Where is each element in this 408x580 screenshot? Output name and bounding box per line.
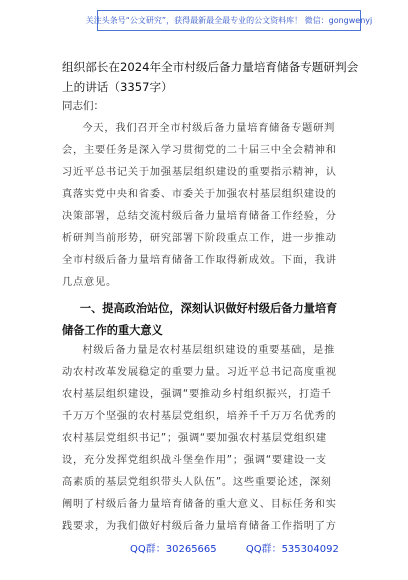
section-1-line: 动农村改革发展稳定的重要力量。习近平总书记高度重视 bbox=[62, 367, 337, 378]
salutation: 同志们： bbox=[62, 100, 104, 112]
section-1-heading-line-2: 储备工作的重大意义 bbox=[62, 324, 163, 337]
section-1-line: 农村基层组织建设，强调“要推动乡村组织振兴，打造千 bbox=[62, 389, 332, 400]
footer-qq-group-1: QQ群：30265665 bbox=[130, 544, 217, 555]
document-title-line-2: 上的讲话（3357字） bbox=[62, 80, 173, 94]
intro-line: 几点意见。 bbox=[62, 277, 117, 288]
section-1-line: 村级后备力量是农村基层组织建设的重要基础，是推 bbox=[82, 345, 336, 356]
intro-line: 决策部署，总结交流村级后备力量培育储备工作经验，分 bbox=[62, 211, 337, 222]
section-1-line: 阐明了村级后备力量培育储备的重大意义、目标任务和实 bbox=[62, 499, 337, 510]
section-1-line: 高素质的基层党组织带头人队伍”。这些重要论述，深刻 bbox=[62, 477, 332, 488]
document-title bbox=[62, 57, 362, 97]
section-1-line: 践要求，为我们做好村级后备力量培育储备工作指明了方 bbox=[62, 521, 337, 532]
section-1-heading bbox=[62, 298, 362, 342]
intro-paragraph bbox=[62, 118, 346, 294]
section-1-heading-line-1: 一、提高政治站位，深刻认识做好村级后备力量培育 bbox=[79, 302, 338, 315]
document-title-line-1: 组织部长在2024年全市村级后备力量培育储备专题研判会 bbox=[62, 60, 359, 74]
intro-line: 会，主要任务是深入学习贯彻党的二十届三中全会精神和 bbox=[62, 145, 337, 156]
promo-banner bbox=[85, 10, 373, 31]
section-1-paragraph bbox=[62, 340, 346, 538]
section-1-line: 千万万个坚强的农村基层党组织，培养千千万万名优秀的 bbox=[62, 411, 337, 422]
intro-line: 今天，我们召开全市村级后备力量培育储备专题研判 bbox=[82, 123, 336, 134]
footer-contacts bbox=[130, 540, 365, 555]
intro-line: 析研判当前形势，研究部署下阶段重点工作，进一步推动 bbox=[62, 233, 337, 244]
promo-banner-text: 关注头条号“公文研究”，获得最新最全最专业的公文资料库！ 微信：gongwenyj bbox=[85, 16, 373, 25]
intro-line: 习近平总书记关于加强基层组织建设的重要指示精神，认 bbox=[62, 167, 337, 178]
footer-qq-group-2: QQ群：535304092 bbox=[245, 544, 339, 555]
intro-line: 全市村级后备力量培育储备工作取得新成效。下面，我讲 bbox=[62, 255, 337, 266]
intro-line: 真落实党中央和省委、市委关于加强农村基层组织建设的 bbox=[62, 189, 337, 200]
section-1-line: 设，充分发挥党组织战斗堡垒作用”；强调“要建设一支 bbox=[62, 455, 327, 466]
section-1-line: 农村基层党组织书记”；强调“要加强农村基层党组织建 bbox=[62, 433, 327, 444]
